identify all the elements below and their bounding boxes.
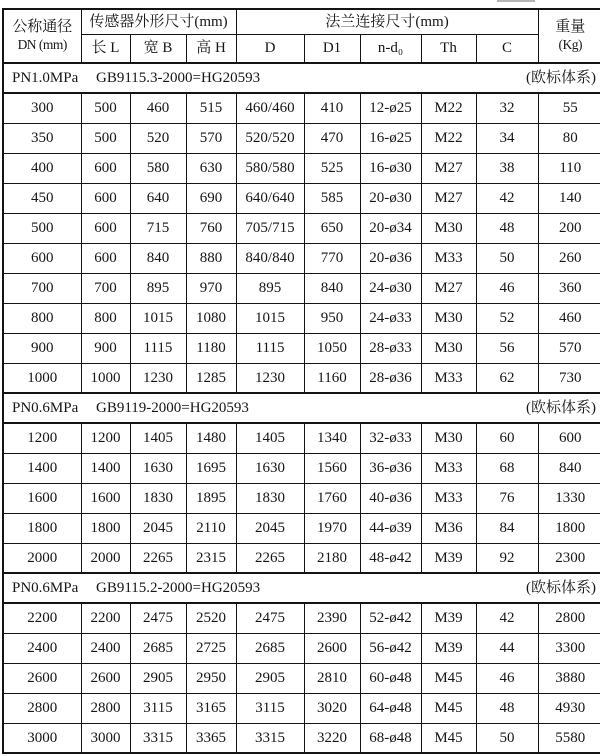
spec-cell: 55 [538, 93, 600, 123]
spec-cell: 24-ø33 [360, 303, 421, 333]
spec-cell: 48-ø42 [360, 543, 421, 573]
pressure-rating: PN1.0MPa [12, 69, 79, 86]
spec-cell: 1800 [81, 513, 130, 543]
spec-cell: M33 [421, 363, 476, 393]
spec-cell: 2045 [236, 513, 304, 543]
spec-cell: 84 [476, 513, 538, 543]
spec-cell: 600 [81, 153, 130, 183]
spec-cell: 5580 [538, 723, 600, 753]
spec-cell: 46 [476, 663, 538, 693]
section-pn1.0mpa [3, 63, 600, 393]
spec-cell: 500 [81, 123, 130, 153]
spec-cell: 1340 [304, 423, 360, 453]
spec-cell: M30 [421, 213, 476, 243]
spec-row [3, 333, 600, 363]
spec-cell: 64-ø48 [360, 693, 421, 723]
section-header-row [3, 63, 600, 93]
header-width-B: 宽 B [130, 34, 186, 63]
spec-cell: 1115 [130, 333, 186, 363]
header-D: D [236, 34, 304, 63]
spec-cell: 140 [538, 183, 600, 213]
spec-cell: 2800 [81, 693, 130, 723]
spec-cell: M45 [421, 723, 476, 753]
spec-cell: 1630 [130, 453, 186, 483]
spec-cell: 570 [538, 333, 600, 363]
spec-cell: 2950 [186, 663, 236, 693]
spec-row [3, 273, 600, 303]
spec-cell: 68-ø48 [360, 723, 421, 753]
spec-row [3, 723, 600, 753]
spec-row [3, 453, 600, 483]
table-header [3, 9, 600, 63]
spec-cell: 2200 [81, 603, 130, 633]
spec-cell: 460/460 [236, 93, 304, 123]
spec-cell: 630 [186, 153, 236, 183]
spec-cell: 2475 [130, 603, 186, 633]
spec-cell: 800 [81, 303, 130, 333]
spec-cell: 770 [304, 243, 360, 273]
spec-cell: M45 [421, 663, 476, 693]
flange-dimension-table [2, 8, 600, 754]
spec-cell: 1895 [186, 483, 236, 513]
spec-cell: 1480 [186, 423, 236, 453]
spec-cell: 2315 [186, 543, 236, 573]
spec-cell: 1180 [186, 333, 236, 363]
spec-cell: 32 [476, 93, 538, 123]
spec-cell: 1200 [81, 423, 130, 453]
spec-cell: 1405 [130, 423, 186, 453]
section-pn0.6mpa-gb9119 [3, 393, 600, 573]
spec-cell: 2905 [236, 663, 304, 693]
spec-cell: M22 [421, 123, 476, 153]
spec-row [3, 603, 600, 633]
spec-cell: 690 [186, 183, 236, 213]
spec-cell: 2110 [186, 513, 236, 543]
spec-cell: 970 [186, 273, 236, 303]
spec-cell: 3365 [186, 723, 236, 753]
header-group-row [3, 9, 600, 34]
spec-cell: M27 [421, 273, 476, 303]
spec-cell: 2600 [81, 663, 130, 693]
spec-cell: 600 [81, 243, 130, 273]
spec-cell: 3300 [538, 633, 600, 663]
spec-cell: 895 [130, 273, 186, 303]
spec-cell: 840 [304, 273, 360, 303]
spec-cell: 2000 [3, 543, 81, 573]
cropped-artifact [497, 0, 535, 2]
spec-cell: 840/840 [236, 243, 304, 273]
spec-cell: M39 [421, 603, 476, 633]
spec-cell: M22 [421, 93, 476, 123]
spec-cell: 1115 [236, 333, 304, 363]
spec-cell: 500 [81, 93, 130, 123]
spec-cell: 3315 [236, 723, 304, 753]
spec-cell: 32-ø33 [360, 423, 421, 453]
standard-code: GB9115.3-2000=HG20593 [96, 69, 261, 86]
spec-cell: 60-ø48 [360, 663, 421, 693]
spec-row [3, 423, 600, 453]
header-n-d0: n-d₀ [360, 34, 421, 63]
spec-cell: 3115 [236, 693, 304, 723]
spec-cell: 1285 [186, 363, 236, 393]
spec-cell: 1830 [236, 483, 304, 513]
section-pn0.6mpa-gb9115.2 [3, 573, 600, 753]
spec-cell: 76 [476, 483, 538, 513]
header-length-L: 长 L [81, 34, 130, 63]
spec-cell: 600 [3, 243, 81, 273]
spec-cell: 840 [538, 453, 600, 483]
spec-row [3, 183, 600, 213]
spec-cell: 1400 [3, 453, 81, 483]
spec-cell: 1560 [304, 453, 360, 483]
spec-cell: 2475 [236, 603, 304, 633]
spec-cell: 3000 [3, 723, 81, 753]
spec-cell: 2905 [130, 663, 186, 693]
spec-cell: 1050 [304, 333, 360, 363]
spec-cell: 60 [476, 423, 538, 453]
header-D1: D1 [304, 34, 360, 63]
spec-row [3, 93, 600, 123]
spec-cell: 2000 [81, 543, 130, 573]
spec-cell: 460 [130, 93, 186, 123]
spec-cell: 800 [3, 303, 81, 333]
spec-cell: 1000 [81, 363, 130, 393]
spec-cell: 20-ø34 [360, 213, 421, 243]
spec-cell: M33 [421, 483, 476, 513]
spec-cell: 1630 [236, 453, 304, 483]
spec-cell: 2800 [3, 693, 81, 723]
header-weight-title: 重量 [555, 19, 586, 36]
spec-cell: 68 [476, 453, 538, 483]
spec-cell: M33 [421, 243, 476, 273]
spec-cell: 2300 [538, 543, 600, 573]
spec-cell: 12-ø25 [360, 93, 421, 123]
spec-cell: 360 [538, 273, 600, 303]
spec-cell: 2600 [3, 663, 81, 693]
spec-cell: 300 [3, 93, 81, 123]
spec-row [3, 513, 600, 543]
spec-cell: 2045 [130, 513, 186, 543]
standard-code: GB9119-2000=HG20593 [96, 399, 249, 416]
spec-cell: 600 [538, 423, 600, 453]
spec-cell: 2180 [304, 543, 360, 573]
header-Th: Th [421, 34, 476, 63]
spec-row [3, 213, 600, 243]
spec-cell: 400 [3, 153, 81, 183]
spec-cell: 42 [476, 183, 538, 213]
spec-cell: M45 [421, 693, 476, 723]
spec-cell: 1760 [304, 483, 360, 513]
spec-cell: 4930 [538, 693, 600, 723]
spec-cell: 730 [538, 363, 600, 393]
spec-cell: 1080 [186, 303, 236, 333]
spec-cell: 520 [130, 123, 186, 153]
spec-cell: 580 [130, 153, 186, 183]
spec-cell: 450 [3, 183, 81, 213]
spec-cell: M30 [421, 423, 476, 453]
spec-cell: 50 [476, 243, 538, 273]
spec-row [3, 123, 600, 153]
spec-cell: 700 [3, 273, 81, 303]
spec-row [3, 543, 600, 573]
spec-cell: 1405 [236, 423, 304, 453]
spec-cell: 580/580 [236, 153, 304, 183]
spec-cell: M36 [421, 513, 476, 543]
header-subcolumn-row [3, 34, 600, 63]
spec-cell: 3020 [304, 693, 360, 723]
spec-row [3, 483, 600, 513]
spec-cell: 1000 [3, 363, 81, 393]
spec-cell: 650 [304, 213, 360, 243]
spec-cell: 2725 [186, 633, 236, 663]
spec-cell: 640/640 [236, 183, 304, 213]
section-header-row [3, 573, 600, 603]
spec-row [3, 663, 600, 693]
pressure-rating: PN0.6MPa [12, 399, 79, 416]
header-weight-unit: (Kg) [558, 36, 583, 52]
spec-cell: 38 [476, 153, 538, 183]
spec-cell: 3880 [538, 663, 600, 693]
spec-cell: 525 [304, 153, 360, 183]
spec-cell: 840 [130, 243, 186, 273]
spec-cell: 1800 [538, 513, 600, 543]
spec-cell: 715 [130, 213, 186, 243]
spec-cell: 350 [3, 123, 81, 153]
spec-row [3, 243, 600, 273]
spec-cell: 44-ø39 [360, 513, 421, 543]
spec-cell: 56 [476, 333, 538, 363]
spec-cell: 520/520 [236, 123, 304, 153]
spec-cell: 52-ø42 [360, 603, 421, 633]
spec-cell: 80 [538, 123, 600, 153]
spec-cell: M27 [421, 153, 476, 183]
spec-cell: 46 [476, 273, 538, 303]
spec-cell: 16-ø25 [360, 123, 421, 153]
spec-cell: 2200 [3, 603, 81, 633]
spec-cell: M39 [421, 633, 476, 663]
spec-row [3, 633, 600, 663]
header-flange-connection-group: 法兰连接尺寸(mm) [236, 9, 538, 34]
spec-cell: 1230 [130, 363, 186, 393]
spec-cell: 3000 [81, 723, 130, 753]
spec-cell: 500 [3, 213, 81, 243]
spec-cell: 1695 [186, 453, 236, 483]
spec-row [3, 363, 600, 393]
standard-system-note: (欧标体系) [526, 399, 597, 416]
spec-cell: M30 [421, 303, 476, 333]
spec-cell: 36-ø36 [360, 453, 421, 483]
spec-cell: 1600 [81, 483, 130, 513]
spec-cell: M39 [421, 543, 476, 573]
spec-cell: M33 [421, 453, 476, 483]
spec-cell: 16-ø30 [360, 153, 421, 183]
spec-cell: 200 [538, 213, 600, 243]
header-height-H: 高 H [186, 34, 236, 63]
standard-system-note: (欧标体系) [526, 69, 597, 86]
spec-cell: 2685 [236, 633, 304, 663]
spec-cell: 20-ø30 [360, 183, 421, 213]
spec-cell: 1600 [3, 483, 81, 513]
spec-cell: M27 [421, 183, 476, 213]
spec-cell: 1200 [3, 423, 81, 453]
spec-cell: 3115 [130, 693, 186, 723]
spec-cell: 1330 [538, 483, 600, 513]
spec-cell: 895 [236, 273, 304, 303]
spec-cell: 42 [476, 603, 538, 633]
standard-system-note: (欧标体系) [526, 579, 597, 596]
spec-cell: 640 [130, 183, 186, 213]
spec-cell: 56-ø42 [360, 633, 421, 663]
spec-cell: 2400 [3, 633, 81, 663]
header-nominal-diameter [3, 9, 81, 63]
spec-cell: 24-ø30 [360, 273, 421, 303]
spec-cell: 900 [3, 333, 81, 363]
standard-code: GB9115.2-2000=HG20593 [96, 579, 261, 596]
spec-cell: 2400 [81, 633, 130, 663]
spec-cell: 600 [81, 213, 130, 243]
spec-cell: 28-ø36 [360, 363, 421, 393]
spec-cell: 2685 [130, 633, 186, 663]
spec-cell: 2800 [538, 603, 600, 633]
spec-cell: M30 [421, 333, 476, 363]
spec-cell: 92 [476, 543, 538, 573]
spec-cell: 460 [538, 303, 600, 333]
spec-cell: 760 [186, 213, 236, 243]
spec-cell: 48 [476, 693, 538, 723]
spec-cell: 20-ø36 [360, 243, 421, 273]
spec-cell: 1015 [130, 303, 186, 333]
spec-cell: 950 [304, 303, 360, 333]
spec-cell: 2520 [186, 603, 236, 633]
spec-cell: 1015 [236, 303, 304, 333]
spec-cell: 110 [538, 153, 600, 183]
spec-cell: 470 [304, 123, 360, 153]
header-dn-unit: DN (mm) [17, 36, 67, 52]
spec-cell: 1160 [304, 363, 360, 393]
spec-cell: 515 [186, 93, 236, 123]
header-weight [538, 9, 600, 63]
spec-cell: 410 [304, 93, 360, 123]
spec-cell: 570 [186, 123, 236, 153]
spec-cell: 1230 [236, 363, 304, 393]
spec-cell: 3220 [304, 723, 360, 753]
spec-cell: 28-ø33 [360, 333, 421, 363]
spec-cell: 1400 [81, 453, 130, 483]
spec-cell: 2265 [236, 543, 304, 573]
spec-cell: 880 [186, 243, 236, 273]
spec-cell: 1800 [3, 513, 81, 543]
spec-cell: 2265 [130, 543, 186, 573]
spec-cell: 52 [476, 303, 538, 333]
spec-cell: 1970 [304, 513, 360, 543]
spec-cell: 700 [81, 273, 130, 303]
spec-cell: 62 [476, 363, 538, 393]
spec-cell: 48 [476, 213, 538, 243]
spec-cell: 44 [476, 633, 538, 663]
spec-cell: 2810 [304, 663, 360, 693]
spec-cell: 50 [476, 723, 538, 753]
spec-cell: 900 [81, 333, 130, 363]
spec-cell: 2390 [304, 603, 360, 633]
spec-cell: 705/715 [236, 213, 304, 243]
spec-row [3, 303, 600, 333]
spec-cell: 585 [304, 183, 360, 213]
spec-cell: 34 [476, 123, 538, 153]
spec-row [3, 693, 600, 723]
pressure-rating: PN0.6MPa [12, 579, 79, 596]
spec-cell: 3315 [130, 723, 186, 753]
header-sensor-dimensions-group: 传感器外形尺寸(mm) [81, 9, 236, 34]
header-C: C [476, 34, 538, 63]
spec-cell: 2600 [304, 633, 360, 663]
spec-cell: 600 [81, 183, 130, 213]
spec-cell: 1830 [130, 483, 186, 513]
spec-row [3, 153, 600, 183]
section-header-row [3, 393, 600, 423]
spec-cell: 40-ø36 [360, 483, 421, 513]
spec-cell: 260 [538, 243, 600, 273]
spec-cell: 3165 [186, 693, 236, 723]
header-dn-title: 公称通径 [12, 19, 73, 36]
